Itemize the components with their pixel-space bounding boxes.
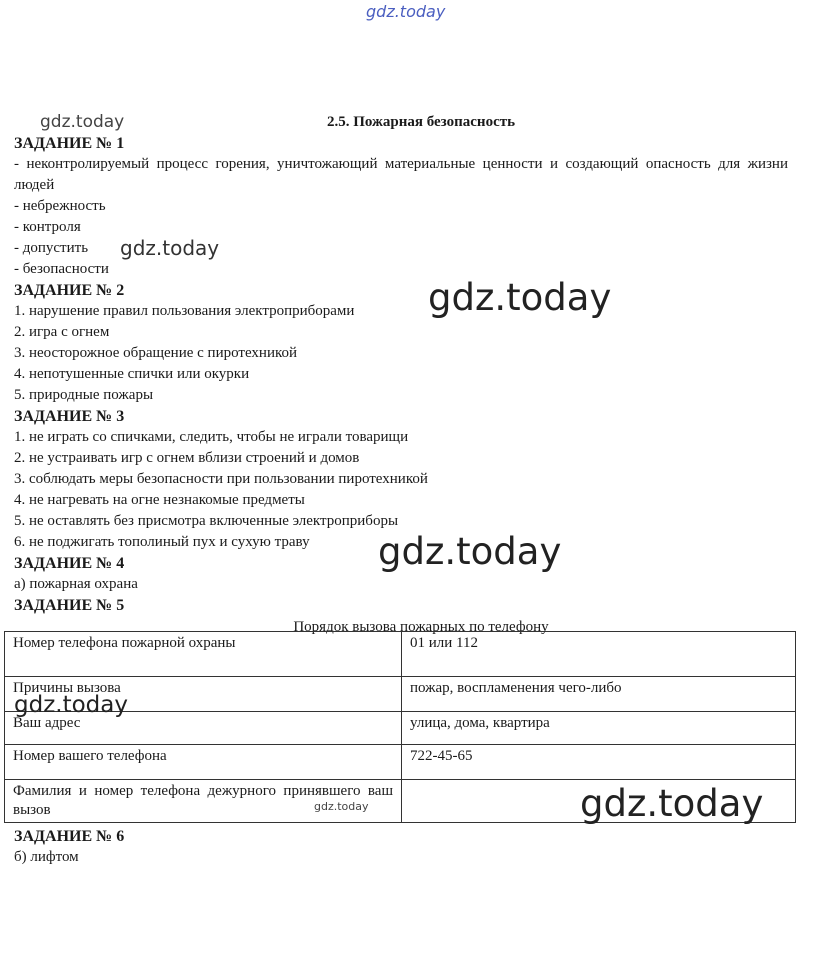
table-row (5, 745, 796, 780)
task1-heading: ЗАДАНИЕ № 1 (14, 135, 125, 152)
table-cell-label: Номер телефона пожарной охраны (5, 632, 402, 677)
task2-heading: ЗАДАНИЕ № 2 (14, 282, 125, 299)
table-cell-value: пожар, воспламенения чего-либо (402, 677, 796, 712)
table-cell-label: Ваш адрес (5, 712, 402, 745)
table-caption: Порядок вызова пожарных по телефону (293, 619, 549, 635)
table-cell-value: улица, дома, квартира (402, 712, 796, 745)
task2-line: 2. игра с огнем (14, 324, 110, 340)
page-title: 2.5. Пожарная безопасность (326, 114, 516, 130)
task2-line: 4. непотушенные спички или окурки (14, 366, 250, 382)
task1-line: - небрежность (14, 198, 106, 214)
task3-line: 1. не играть со спичками, следить, чтобы не играли товарищи (14, 429, 409, 445)
task1-line: - неконтролируемый процесс горения, уничтожающий материальные ценности и создающий опасность для жизни людей (14, 156, 788, 193)
task4-heading: ЗАДАНИЕ № 4 (14, 555, 125, 572)
task1-line: - безопасности (14, 261, 109, 277)
task3-line: 4. не нагревать на огне незнакомые предметы (14, 492, 305, 508)
task2-line: 1. нарушение правил пользования электроприборами (14, 303, 355, 319)
watermark: gdz.today (378, 530, 562, 573)
table-cell-label: Причины вызова (5, 677, 402, 712)
task5-heading: ЗАДАНИЕ № 5 (14, 597, 125, 614)
task3-heading: ЗАДАНИЕ № 3 (14, 408, 125, 425)
task1-line: - контроля (14, 219, 81, 235)
watermark: gdz.today (40, 112, 125, 132)
task6-block (14, 826, 124, 868)
watermark: gdz.today (580, 782, 764, 825)
task3-line: 6. не поджигать тополиный пух и сухую траву (14, 534, 310, 550)
task2-line: 5. природные пожары (14, 387, 154, 403)
task3-line: 5. не оставлять без присмотра включенные электроприборы (14, 513, 399, 529)
task3-line: 3. соблюдать меры безопасности при пользовании пиротехникой (14, 471, 428, 487)
watermark: gdz.today (14, 692, 128, 718)
table-cell-value: 722-45-65 (402, 745, 796, 780)
watermark: gdz.today (120, 236, 220, 260)
watermark: gdz.today (366, 2, 446, 21)
table-row (5, 632, 796, 677)
task6-line: б) лифтом (14, 849, 79, 865)
task1-line: - допустить (14, 240, 89, 256)
table-cell-value: 01 или 112 (402, 632, 796, 677)
watermark: gdz.today (428, 276, 612, 319)
task2-line: 3. неосторожное обращение с пиротехникой (14, 345, 298, 361)
task4-line: а) пожарная охрана (14, 576, 138, 592)
table-cell-label: Фамилия и номер телефона дежурного принявшего ваш вызов (5, 780, 402, 823)
watermark: gdz.today (314, 800, 369, 813)
task6-heading: ЗАДАНИЕ № 6 (14, 828, 125, 845)
task3-line: 2. не устраивать игр с огнем вблизи строений и домов (14, 450, 360, 466)
table-cell-label: Номер вашего телефона (5, 745, 402, 780)
